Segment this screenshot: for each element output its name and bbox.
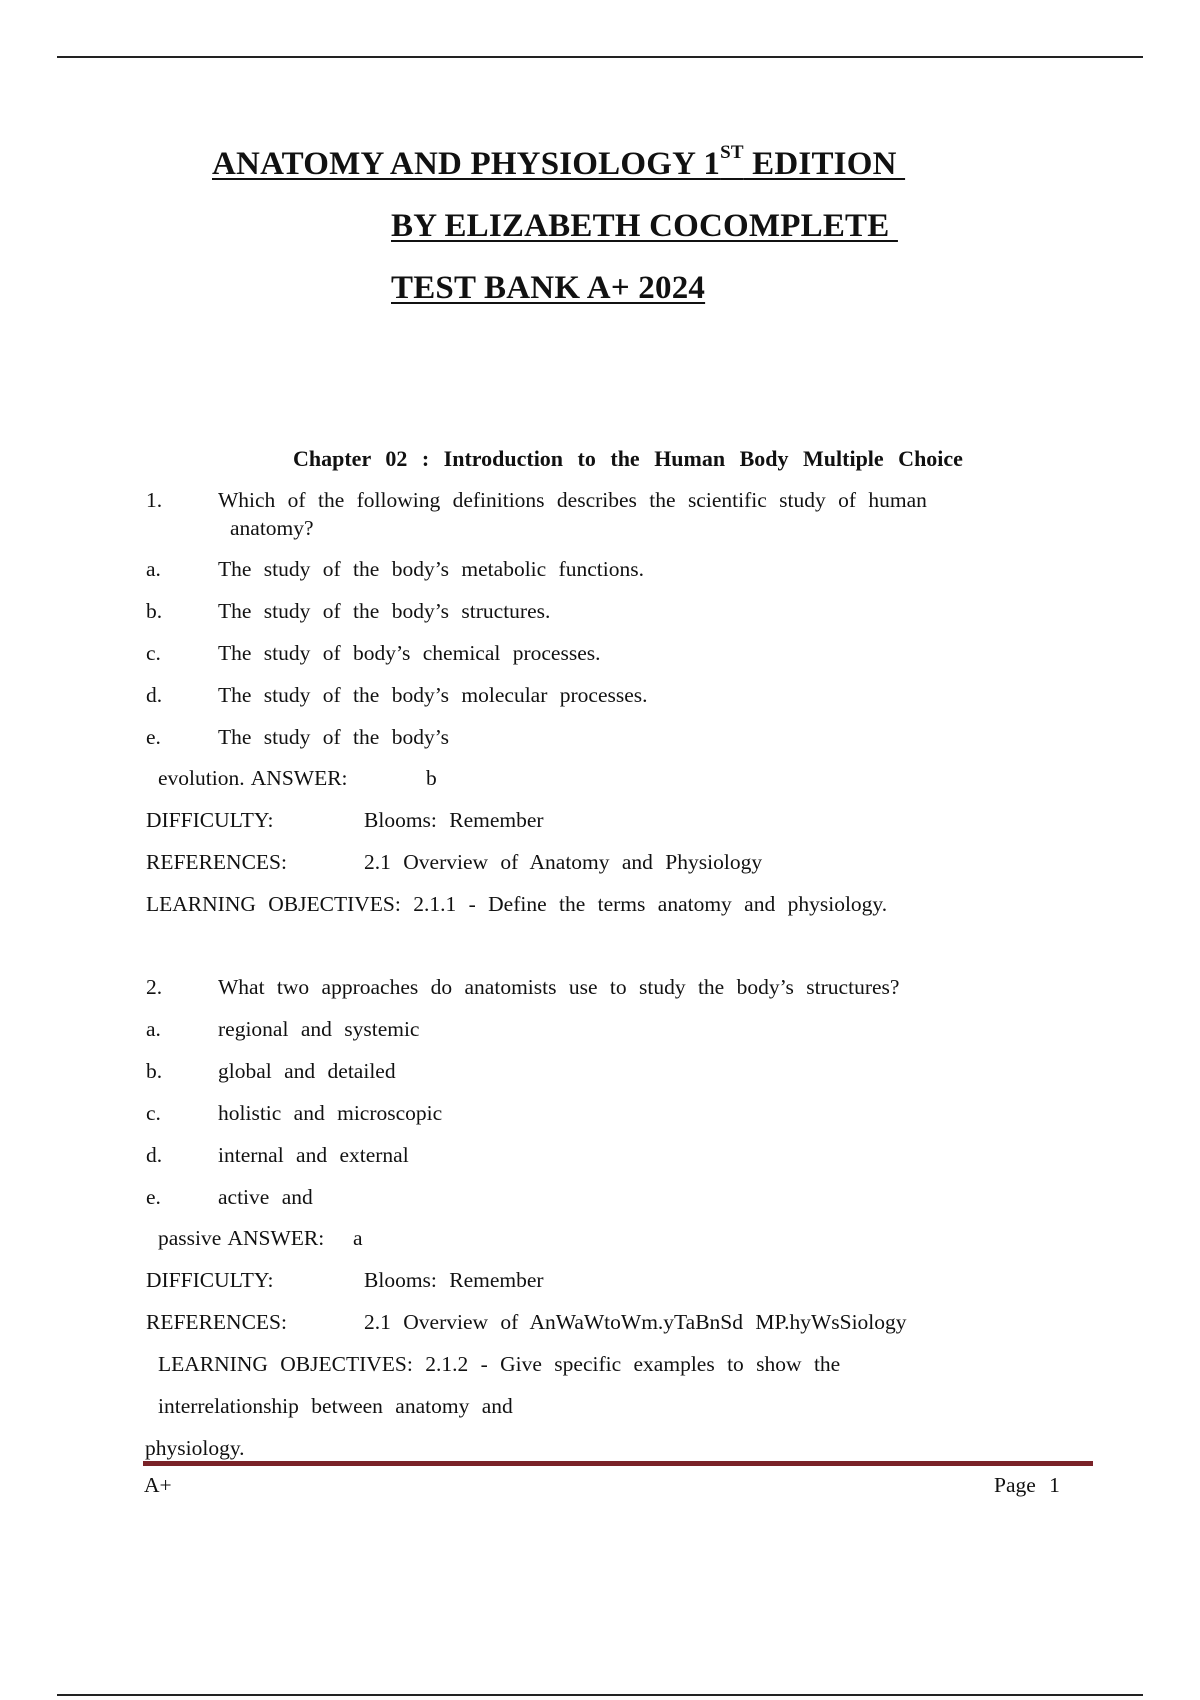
title-superscript: ST — [720, 142, 744, 163]
references-value: 2.1 Overview of Anatomy and Physiology — [364, 850, 763, 874]
difficulty-value: Blooms: Remember — [364, 1268, 544, 1292]
option-text: internal and external — [218, 1143, 409, 1167]
option-text: The study of the body’s structures. — [218, 599, 551, 623]
references-label: REFERENCES: — [146, 1310, 287, 1334]
option-text: global and detailed — [218, 1059, 396, 1083]
page-number: Page 1 — [994, 1473, 1060, 1497]
option-text: regional and systemic — [218, 1017, 420, 1041]
option-letter: e. — [146, 725, 161, 749]
answer-prefix: evolution. ANSWER: — [158, 766, 348, 790]
option-letter: c. — [146, 1101, 161, 1125]
question-number: 1. — [146, 488, 163, 512]
option-letter: d. — [146, 683, 163, 707]
option-text: The study of body’s chemical processes. — [218, 641, 601, 665]
option-letter: c. — [146, 641, 161, 665]
references-value: 2.1 Overview of AnWaWtoWm.yTaBnSd MP.hyWsSiology — [364, 1310, 907, 1334]
difficulty-value: Blooms: Remember — [364, 808, 544, 832]
question-number: 2. — [146, 975, 163, 999]
option-text: The study of the body’s molecular processes. — [218, 683, 648, 707]
top-rule — [57, 56, 1143, 58]
question-stem: Which of the following definitions describes the scientific study of human — [218, 488, 927, 512]
option-letter: e. — [146, 1185, 161, 1209]
learning-objectives: LEARNING OBJECTIVES: 2.1.1 - Define the terms anatomy and physiology. — [146, 892, 888, 916]
learning-objectives-end: physiology. — [145, 1436, 245, 1460]
title-line-2: BY ELIZABETH COCOMPLETE — [391, 208, 898, 244]
option-letter: b. — [146, 1059, 163, 1083]
question-stem-continued: anatomy? — [230, 516, 314, 540]
footer-left-text: A+ — [144, 1473, 172, 1497]
learning-objectives-continued: interrelationship between anatomy and — [158, 1394, 513, 1418]
option-letter: b. — [146, 599, 163, 623]
footer-rule — [143, 1461, 1093, 1466]
option-text: holistic and microscopic — [218, 1101, 443, 1125]
learning-objectives: LEARNING OBJECTIVES: 2.1.2 - Give specific examples to show the — [158, 1352, 841, 1376]
option-text: The study of the body’s — [218, 725, 450, 749]
title-line-1: ANATOMY AND PHYSIOLOGY 1ST EDITION — [212, 142, 906, 182]
references-label: REFERENCES: — [146, 850, 287, 874]
answer-value: b — [426, 766, 437, 790]
option-text: active and — [218, 1185, 313, 1209]
difficulty-label: DIFFICULTY: — [146, 1268, 274, 1292]
chapter-heading: Chapter 02 : Introduction to the Human Body Multiple Choice — [293, 446, 963, 471]
title-line-3: TEST BANK A+ 2024 — [391, 270, 706, 306]
option-letter: a. — [146, 557, 161, 581]
question-stem: What two approaches do anatomists use to study the body’s structures? — [218, 975, 900, 999]
bottom-rule — [57, 1694, 1143, 1696]
option-text: The study of the body’s metabolic functions. — [218, 557, 644, 581]
difficulty-label: DIFFICULTY: — [146, 808, 274, 832]
answer-prefix: passive ANSWER: — [158, 1226, 325, 1250]
option-letter: d. — [146, 1143, 163, 1167]
answer-value: a — [353, 1226, 363, 1250]
option-letter: a. — [146, 1017, 161, 1041]
